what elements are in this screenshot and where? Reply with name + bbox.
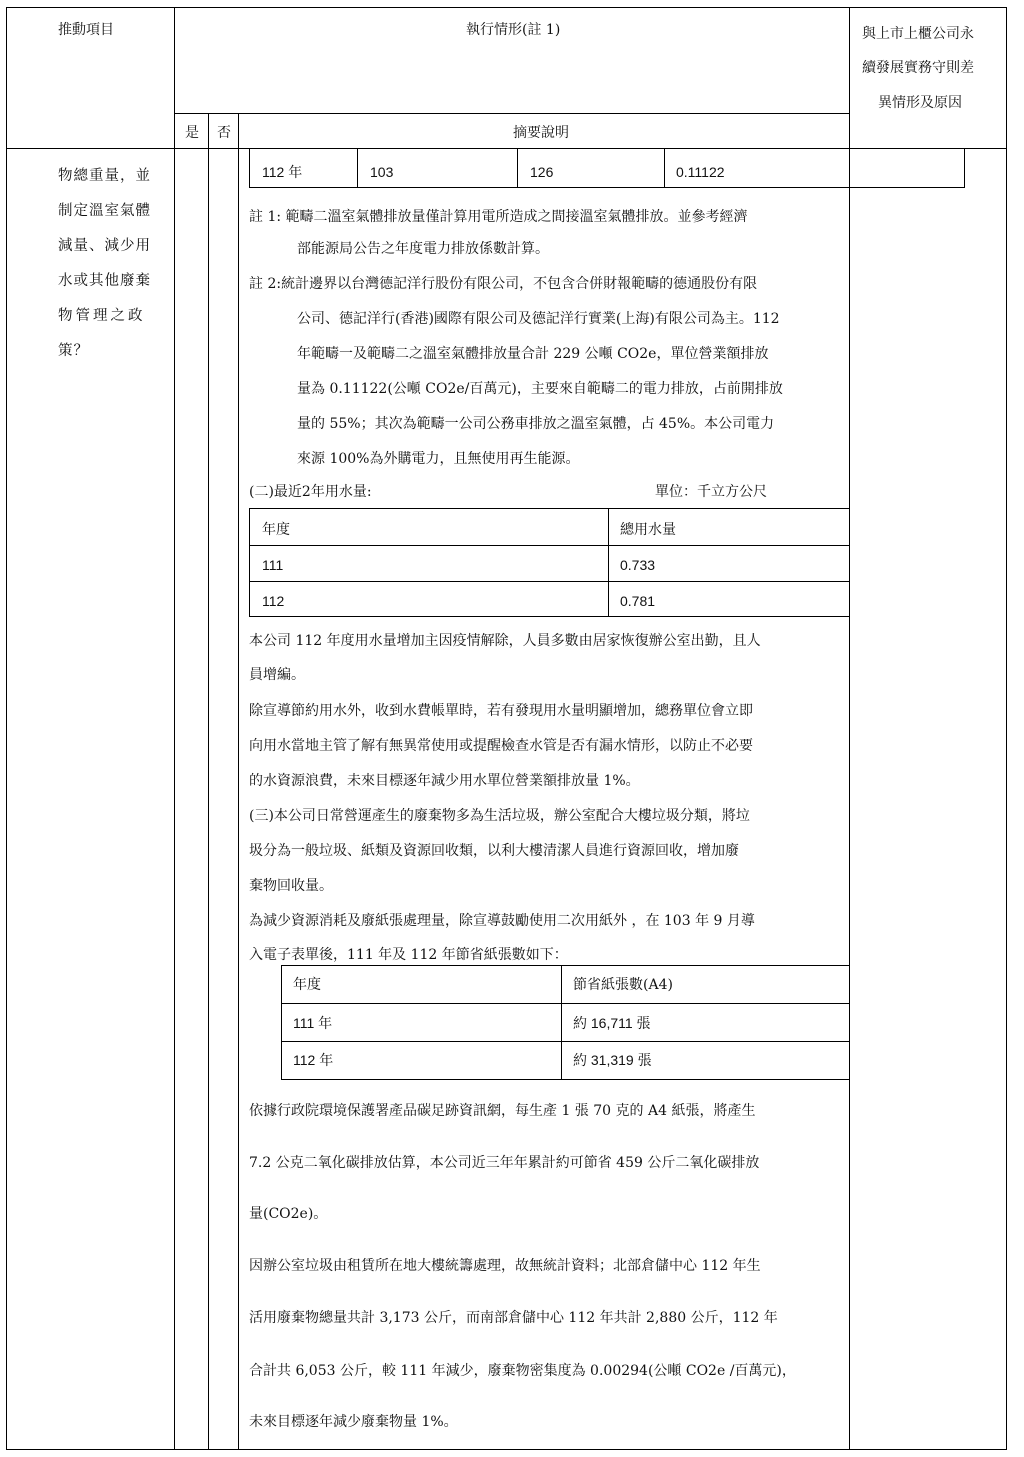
final-para-line: 未來目標逐年減少廢棄物量 1%。 xyxy=(249,1414,458,1430)
item-line-1: 物總重量，並 xyxy=(58,168,151,184)
water-para-line: 除宣導節約用水外，收到水費帳單時，若有發現用水量明顯增加，總務單位會立即 xyxy=(249,703,753,719)
paper-table-left xyxy=(281,965,282,1080)
item-line-6: 策？ xyxy=(58,343,89,359)
paper-header-year: 年度 xyxy=(293,977,321,993)
top-row-cell: 112 年 xyxy=(262,164,303,180)
final-para-line: 活用廢棄物總量共計 3,173 公斤，而南部倉儲中心 112 年共計 2,880 公斤，112 年 xyxy=(249,1310,778,1326)
final-para-line: 因辦公室垃圾由租賃所在地大樓統籌處理，故無統計資料；北部倉儲中心 112 年生 xyxy=(249,1258,761,1274)
header-diff-line3: 異情形及原因 xyxy=(878,95,962,111)
top-row-cell: 126 xyxy=(530,164,554,180)
paper-header-saved: 節省紙張數(A4) xyxy=(573,977,673,993)
header-diff-line2: 續發展實務守則差 xyxy=(862,60,974,76)
item-line-2: 制定溫室氣體 xyxy=(58,203,151,219)
water-para-line: 員增編。 xyxy=(249,667,305,683)
col-divider-1 xyxy=(174,7,175,1450)
top-row-right xyxy=(964,148,965,188)
water-header-year: 年度 xyxy=(262,522,290,538)
waste-para-line: 圾分為一般垃圾、紙類及資源回收類，以利大樓清潔人員進行資源回收，增加廢 xyxy=(249,843,739,859)
water-cell: 0.781 xyxy=(620,593,656,609)
col-divider-4 xyxy=(849,7,850,1450)
header-item: 推動項目 xyxy=(58,22,114,38)
water-para-line: 向用水當地主管了解有無異常使用或提醒檢查水管是否有漏水情形，以防止不必要 xyxy=(249,738,753,754)
note-2-line-1: 註 2:統計邊界以台灣德記洋行股份有限公司，不包含合併財報範疇的德通股份有限 xyxy=(249,276,758,292)
water-cell: 112 xyxy=(262,593,285,609)
note-2-line-3: 年範疇一及範疇二之溫室氣體排放量合計 229 公噸 CO2e，單位營業額排放 xyxy=(297,346,769,362)
water-unit: 單位：千立方公尺 xyxy=(655,484,767,500)
top-row-div3 xyxy=(664,148,665,188)
paper-table-mid xyxy=(561,965,562,1080)
item-line-5: 物管理之政 xyxy=(58,308,146,324)
paper-table-bottom xyxy=(281,1079,850,1080)
table-border-bottom xyxy=(6,1449,1007,1450)
top-row-cell: 0.11122 xyxy=(676,164,725,180)
item-line-3: 減量、減少用 xyxy=(58,238,151,254)
note-1-line-1: 註 1: 範疇二溫室氣體排放量僅計算用電所造成之間接溫室氣體排放。並參考經濟 xyxy=(249,209,748,225)
paper-cell: 111 年 xyxy=(293,1015,333,1031)
paper-table-row2 xyxy=(281,1041,850,1042)
table-border-right xyxy=(1006,7,1007,1450)
water-para-line: 本公司 112 年度用水量增加主因疫情解除，人員多數由居家恢復辦公室出勤，且人 xyxy=(249,633,761,649)
waste-para-line: 棄物回收量。 xyxy=(249,878,333,894)
water-table-left xyxy=(249,508,250,617)
water-table-bottom xyxy=(249,616,850,617)
top-row-left xyxy=(249,148,250,188)
top-row-div1 xyxy=(357,148,358,188)
note-2-line-4: 量為 0.11122(公噸 CO2e/百萬元)，主要來自範疇二的電力排放，占前開排放 xyxy=(297,381,783,397)
table-border-left xyxy=(6,7,7,1450)
water-cell: 0.733 xyxy=(620,557,656,573)
note-2-line-6: 來源 100%為外購電力，且無使用再生能源。 xyxy=(297,451,580,467)
paper-para-line: 入電子表單後，111 年及 112 年節省紙張數如下： xyxy=(249,947,568,963)
water-table-mid xyxy=(608,508,609,617)
header-no: 否 xyxy=(217,125,231,141)
paper-cell: 112 年 xyxy=(293,1052,334,1068)
water-title: (二)最近2年用水量: xyxy=(249,484,372,500)
final-para-line: 依據行政院環境保護署產品碳足跡資訊網，每生產 1 張 70 克的 A4 紙張，將產生 xyxy=(249,1103,756,1119)
note-2-line-2: 公司、德記洋行(香港)國際有限公司及德記洋行實業(上海)有限公司為主。112 xyxy=(297,311,780,327)
water-table-top xyxy=(249,508,850,509)
col-divider-3 xyxy=(238,113,239,1450)
water-header-total: 總用水量 xyxy=(620,522,676,538)
header-diff-line1: 與上市上櫃公司永 xyxy=(862,26,974,42)
top-row-cell: 103 xyxy=(370,164,394,180)
paper-table-row1 xyxy=(281,1003,850,1004)
note-2-line-5: 量的 55%；其次為範疇一公司公務車排放之溫室氣體，占 45%。本公司電力 xyxy=(297,416,775,432)
water-table-row2 xyxy=(249,581,850,582)
top-row-div2 xyxy=(517,148,518,188)
table-border-top xyxy=(6,7,1007,8)
header-bottom xyxy=(6,148,1007,149)
final-para-line: 合計共 6,053 公斤，較 111 年減少，廢棄物密集度為 0.00294(公噸 CO2e /百萬元)， xyxy=(249,1363,796,1379)
water-table-row1 xyxy=(249,545,850,546)
header-divider xyxy=(175,113,850,114)
final-para-line: 量(CO2e)。 xyxy=(249,1206,328,1222)
paper-para-line: 為減少資源消耗及廢紙張處理量，除宣導鼓勵使用二次用紙外 ，在 103 年 9 月導 xyxy=(249,913,755,929)
header-yes: 是 xyxy=(185,125,199,141)
paper-table-top xyxy=(281,965,850,966)
col-divider-2 xyxy=(208,113,209,1450)
paper-cell: 約 31,319 張 xyxy=(573,1052,652,1068)
header-execution: 執行情形(註 1) xyxy=(466,22,561,38)
item-line-4: 水或其他廢棄 xyxy=(58,273,151,289)
water-para-line: 的水資源浪費，未來目標逐年減少用水單位營業額排放量 1%。 xyxy=(249,773,640,789)
final-para-line: 7.2 公克二氧化碳排放估算，本公司近三年年累計約可節省 459 公斤二氧化碳排放 xyxy=(249,1155,760,1171)
waste-para-line: (三)本公司日常營運產生的廢棄物多為生活垃圾，辦公室配合大樓垃圾分類，將垃 xyxy=(249,808,750,824)
header-summary: 摘要說明 xyxy=(513,125,569,141)
water-cell: 111 xyxy=(262,557,284,573)
note-1-line-2: 部能源局公告之年度電力排放係數計算。 xyxy=(297,241,549,257)
paper-cell: 約 16,711 張 xyxy=(573,1015,651,1031)
